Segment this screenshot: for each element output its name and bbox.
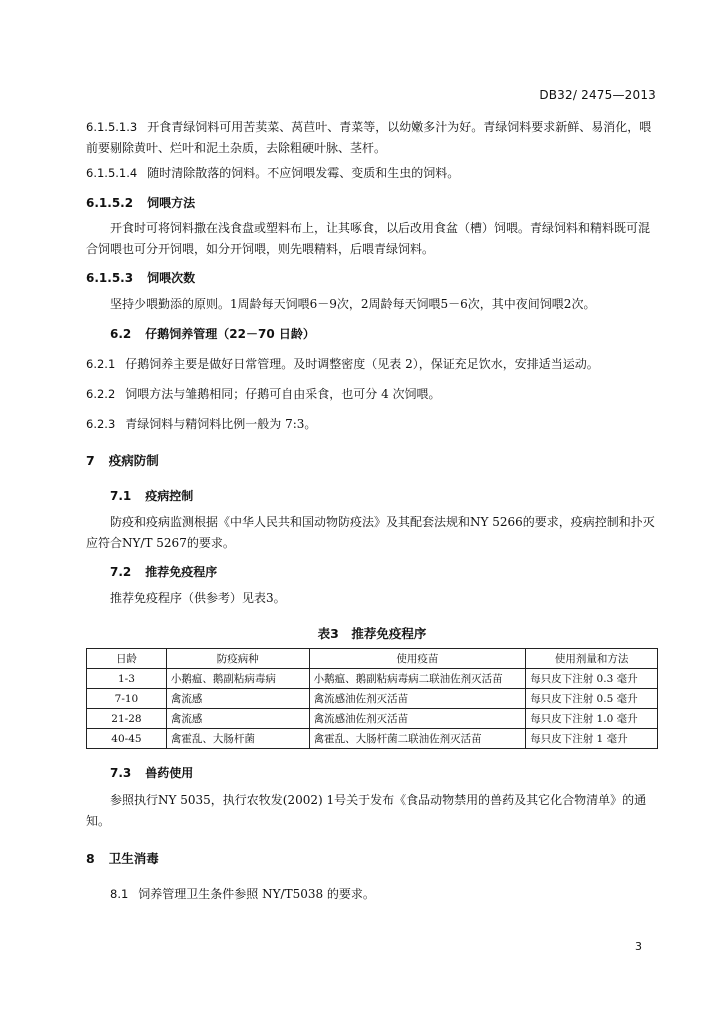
table-cell: 1-3 [87,669,167,689]
clause-6-2-3 [86,414,658,435]
clause-number: 7.2 [110,565,132,579]
table-cell: 每只皮下注射 0.3 毫升 [526,669,658,689]
table-cell: 21-28 [87,709,167,729]
standard-code: DB32/ 2475—2013 [539,88,656,102]
table-cell: 禽流感油佐剂灭活苗 [309,689,526,709]
table-cell: 小鹅瘟、鹅副粘病毒病二联油佐剂灭活苗 [309,669,526,689]
table-cell: 禽流感 [166,689,309,709]
clause-6-2-1 [86,354,658,375]
paragraph-7-2: 推荐免疫程序（供参考）见表3。 [110,591,286,605]
clause-text: 饲喂方法与雏鹅相同；仔鹅可自由采食，也可分 4 次饲喂。 [125,387,441,401]
page-number: 3 [635,940,642,953]
clause-number: 6.1.5.1.3 [86,120,138,134]
clause-number: 6.1.5.2 [86,196,134,210]
clause-number: 6.1.5.1.4 [86,166,138,180]
table-caption: 表3 推荐免疫程序 [317,626,427,641]
heading-6-1-5-3 [86,268,658,289]
table-row [87,669,658,689]
clause-text: 随时清除散落的饲料。不应饲喂发霉、变质和生虫的饲料。 [147,166,460,180]
clause-text: 仔鹅饲养主要是做好日常管理。及时调整密度（见表 2），保证充足饮水，安排适当运动。 [125,357,599,371]
paragraph-7-1: 防疫和疫病监测根据《中华人民共和国动物防疫法》及其配套法规和NY 5266的要求，疫病控制和扑灭应符合NY/T 5267的要求。 [86,515,655,550]
clause-title: 饲喂次数 [147,271,196,285]
section-7-heading [86,450,658,472]
clause-number: 6.1.5.3 [86,271,134,285]
table-row [87,729,658,749]
table-cell: 禽流感 [166,709,309,729]
clause-number: 6.2.2 [86,387,116,401]
clause-number: 6.2.3 [86,417,116,431]
table-cell: 禽流感油佐剂灭活苗 [309,709,526,729]
table-cell: 禽霍乱、大肠杆菌 [166,729,309,749]
column-header: 日龄 [87,649,167,669]
section-number: 8 [86,851,95,866]
column-header: 使用疫苗 [309,649,526,669]
clause-6-2-2 [86,384,658,405]
table-cell: 每只皮下注射 0.5 毫升 [526,689,658,709]
clause-title: 疫病控制 [145,489,194,503]
clause-number: 8.1 [110,887,129,901]
immunization-table [86,648,658,749]
clause-title: 兽药使用 [145,766,194,780]
table-row [87,709,658,729]
section-8-heading [86,848,658,870]
heading-6-2 [110,324,658,345]
table-cell: 40-45 [87,729,167,749]
table-cell: 7-10 [87,689,167,709]
clause-text: 青绿饲料与精饲料比例一般为 7:3。 [125,417,317,431]
table-header-row [87,649,658,669]
section-title: 卫生消毒 [108,851,159,866]
clause-6-1-5-1-4 [86,163,658,184]
section-number: 7 [86,453,95,468]
heading-6-1-5-2 [86,193,658,214]
clause-number: 7.1 [110,489,132,503]
table-cell: 每只皮下注射 1.0 毫升 [526,709,658,729]
paragraph-6-1-5-3: 坚持少喂勤添的原则。1周龄每天饲喂6－9次，2周龄每天饲喂5－6次，其中夜间饲喂2次。 [110,297,596,311]
heading-7-3 [110,763,658,784]
clause-title: 饲喂方法 [147,196,196,210]
paragraph-7-3: 参照执行NY 5035，执行农牧发(2002) 1号关于发布《食品动物禁用的兽药及其它化合物清单》的通知。 [86,793,647,828]
heading-7-2 [110,562,658,583]
table-cell: 禽霍乱、大肠杆菌二联油佐剂灭活苗 [309,729,526,749]
clause-title: 推荐免疫程序 [145,565,218,579]
clause-text: 开食青绿饲料可用苦荬菜、莴苣叶、青菜等，以幼嫩多汁为好。青绿饲料要求新鲜、易消化，喂前要剔除黄叶、烂叶和泥土杂质，去除粗硬叶脉、茎杆。 [86,120,652,155]
clause-number: 6.2 [110,327,132,341]
table-cell: 每只皮下注射 1 毫升 [526,729,658,749]
table-cell: 小鹅瘟、鹅副粘病毒病 [166,669,309,689]
clause-text: 饲养管理卫生条件参照 NY/T5038 的要求。 [138,887,375,901]
table-row [87,689,658,709]
clause-8-1 [110,884,658,905]
paragraph-6-1-5-2: 开食时可将饲料撒在浅食盘或塑料布上，让其啄食，以后改用食盆（槽）饲喂。青绿饲料和精料既可混合饲喂也可分开饲喂，如分开饲喂，则先喂精料，后喂青绿饲料。 [86,221,651,256]
clause-number: 6.2.1 [86,357,116,371]
column-header: 使用剂量和方法 [526,649,658,669]
heading-7-1 [110,486,658,507]
clause-6-1-5-1-3 [86,117,658,159]
clause-title: 仔鹅饲养管理（22－70 日龄） [145,327,315,341]
column-header: 防疫病种 [166,649,309,669]
section-title: 疫病防制 [108,453,159,468]
clause-number: 7.3 [110,766,132,780]
